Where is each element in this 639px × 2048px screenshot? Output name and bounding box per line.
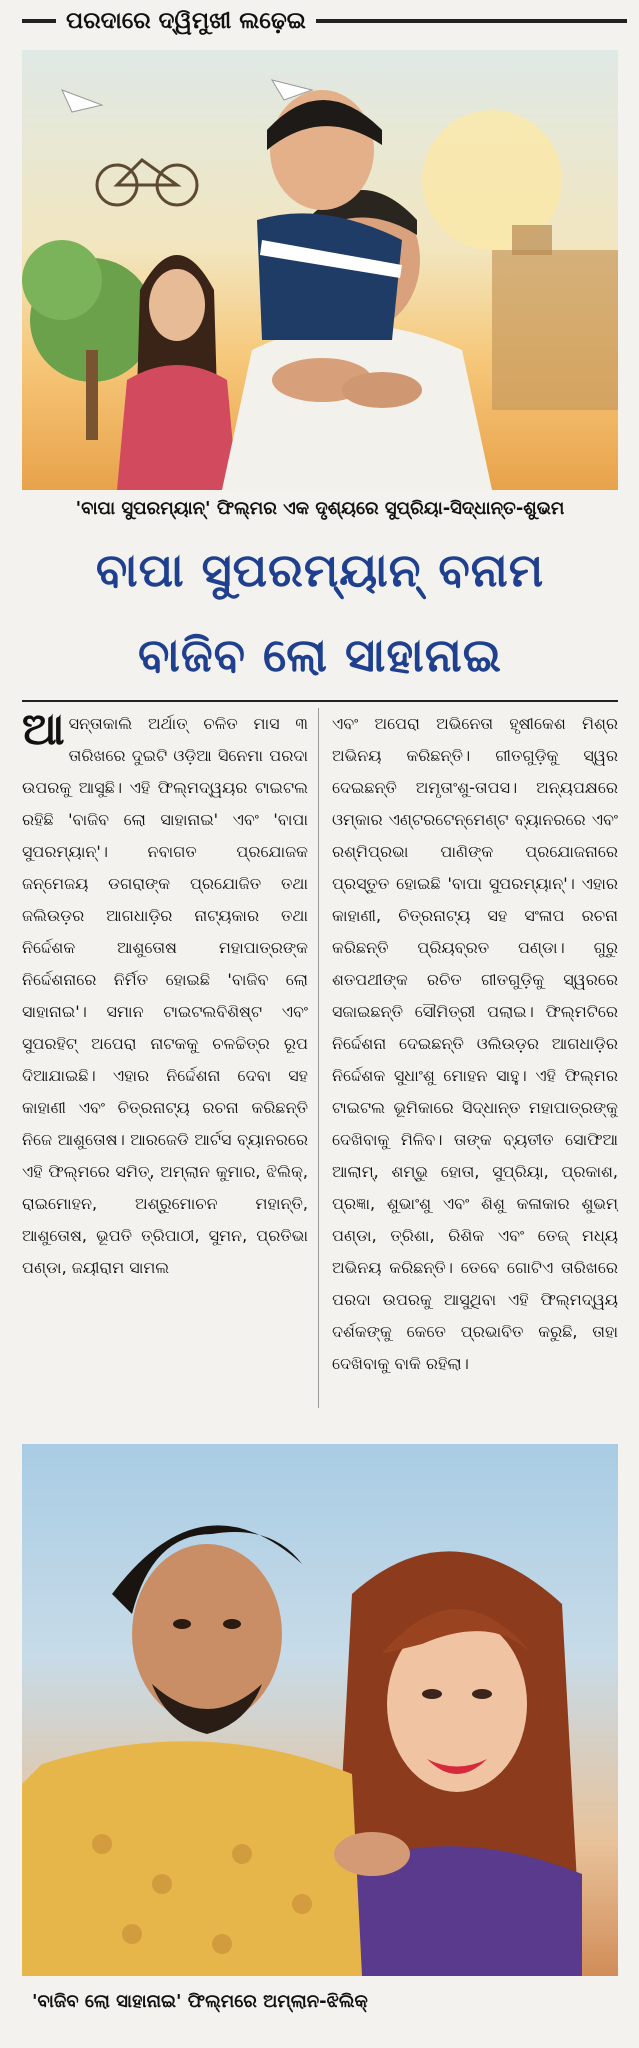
top-photo-caption: 'ବାପା ସୁପରମ୍ୟାନ୍‌' ଫିଲ୍ମର ଏକ ଦୃଶ୍ୟରେ ସୁପ୍ରିୟା-ସିଦ୍ଧାନ୍ତ-ଶୁଭମ [75, 498, 565, 519]
article-column-2-text: ଏବଂ ଅପେରା ଅଭିନେତା ହୃଷୀକେଶ ମିଶ୍ର ଅଭିନୟ କରିଛନ୍ତି। ଗୀତଗୁଡ଼ିକୁ ସ୍ୱର ଦେଇଛନ୍ତି ଅମୃତାଂଶୁ-ତାପସ। ଅନ୍ୟପକ୍ଷରେ ଓମ୍‌କାର ଏଣ୍ଟରଟେନ୍‌ମେଣ୍ଟ ବ୍ୟାନରରେ ଏବଂ ରଶ୍ମିପ୍ରଭା ପାଣିଙ୍କ ପ୍ରଯୋଜନାରେ ପ୍ରସ୍ତୁତ ହୋଇଛି 'ବାପା ସୁପରମ୍ୟାନ୍‌'। ଏହାର କାହାଣୀ, ଚିତ୍ରନାଟ୍ୟ ସହ ସଂଳାପ ରଚନା କରିଛନ୍ତି ପ୍ରିୟବ୍ରତ ପଣ୍ଡା। ଗୁରୁ ଶତପଥୀଙ୍କ ରଚିତ ଗୀତଗୁଡ଼ିକୁ ସ୍ୱରରେ ସଜାଇଛନ୍ତି ସୌମିତ୍ରୀ ପଲାଇ। ଫିଲ୍ମଟିରେ ନିର୍ଦ୍ଦେଶନା ଦେଇଛନ୍ତି ଓଲିଉଡ଼ର ଆଗଧାଡ଼ିର ନିର୍ଦ୍ଦେଶକ ସୁଧାଂଶୁ ମୋହନ ସାହୁ। ଏହି ଫିଲ୍ମର ଟାଇଟଲ ଭୂମିକାରେ ସିଦ୍ଧାନ୍ତ ମହାପାତ୍ରଙ୍କୁ ଦେଖିବାକୁ ମିଳିବ। ତାଙ୍କ ବ୍ୟତୀତ ସୋଫିଆ ଆଲାମ୍‌, ଶମ୍ଭୁ ହୋତା, ସୁପ୍ରିୟା, ପ୍ରକାଶ, ପ୍ରଜ୍ଞା, ଶୁଭାଂଶୁ ଏବଂ ଶିଶୁ କଳାକାର ଶୁଭମ୍‌ ପଣ୍ଡା, ତ୍ରିଶା, ରିଶିକ ଏବଂ ତେଜ୍‌ ମଧ୍ୟ ଅଭିନୟ କରିଛନ୍ତି। ତେବେ ଗୋଟିଏ ତାରିଖରେ ପରଦା ଉପରକୁ ଆସୁଥିବା ଏହି ଫିଲ୍ମଦ୍ୱୟ ଦର୍ଶକଙ୍କୁ କେତେ ପ୍ରଭାବିତ କରୁଛି, ତାହା ଦେଖିବାକୁ ବାକି ରହିଲା। [332, 714, 618, 1373]
bottom-photo-illustration [22, 1444, 618, 1976]
article-column-1-text: ସନ୍ତାକାଲି ଅର୍ଥାତ୍‌ ଚଳିତ ମାସ ୩ ତାରିଖରେ ଦୁଇଟି ଓଡ଼ିଆ ସିନେମା ପରଦା ଉପରକୁ ଆସୁଛି। ଏହି ଫିଲ୍ମଦ୍ୱୟର ଟାଇଟଲ ରହିଛି 'ବାଜିବ ଲୋ ସାହାନାଇ' ଏବଂ 'ବାପା ସୁପରମ୍ୟାନ୍‌'। ନବାଗତ ପ୍ରଯୋଜକ ଜନ୍ମେଜୟ ଡଗରାଙ୍କ ପ୍ରଯୋଜିତ ତଥା ଜଲିଉଡ଼ର ଆଗଧାଡ଼ିର ନାଟ୍ୟକାର ତଥା ନିର୍ଦ୍ଦେଶକ ଆଶୁତୋଷ ମହାପାତ୍ରଙ୍କ ନିର୍ଦ୍ଦେଶନାରେ ନିର୍ମିତ ହୋଇଛି 'ବାଜିବ ଲୋ ସାହାନାଇ'। ସମାନ ଟାଇଟଲବିଶିଷ୍ଟ ଏବଂ ସୁପରହିଟ୍‌ ଅପେରା ନାଟକକୁ ଚଳଚ୍ଚିତ୍ର ରୂପ ଦିଆଯାଇଛି। ଏହାର ନିର୍ଦ୍ଦେଶନା ଦେବା ସହ କାହାଣୀ ଏବଂ ଚିତ୍ରନାଟ୍ୟ ରଚନା କରିଛନ୍ତି ନିଜେ ଆଶୁତୋଷ। ଆରଜେଡି ଆର୍ଟସ ବ୍ୟାନରରେ ଏହି ଫିଲ୍ମରେ ସମିତ୍‌, ଅମ୍ଲାନ କୁମାର, ଝିଲିକ୍‌, ରାଇମୋହନ, ଅଶ୍ରୁମୋଚନ ମହାନ୍ତି, ଆଶୁତୋଷ, ଭୂପତି ତ୍ରିପାଠୀ, ସୁମନ, ପ୍ରତିଭା ପଣ୍ଡା, ଜୟୀରାମ ସାମଲ [22, 714, 308, 1277]
bottom-photo-caption: 'ବାଜିବ ଲୋ ସାହାନାଇ' ଫିଲ୍ମରେ ଅମ୍ଲାନ-ଝିଲିକ୍‌ [32, 1991, 368, 2012]
column-divider [318, 708, 319, 1408]
article-column-2 [332, 708, 618, 1408]
section-header-text: ପରଦାରେ ଦ୍ୱିମୁଖୀ ଲଢ଼େଇ [66, 8, 306, 34]
top-photo [22, 50, 618, 490]
section-header [0, 0, 639, 42]
header-rule-right [316, 19, 627, 23]
bottom-photo [22, 1444, 618, 1976]
article-column-1 [22, 708, 308, 1408]
header-rule-left [22, 19, 56, 23]
headline-line-1: ବାପା ସୁପରମ୍ୟାନ୍‌ ବନାମ [95, 543, 545, 597]
headline-line-2: ବାଜିବ ଲୋ ସାହାନାଇ [138, 628, 502, 682]
headline-divider [22, 700, 618, 702]
drop-cap: ଆ [22, 708, 65, 755]
top-photo-illustration [22, 50, 618, 490]
